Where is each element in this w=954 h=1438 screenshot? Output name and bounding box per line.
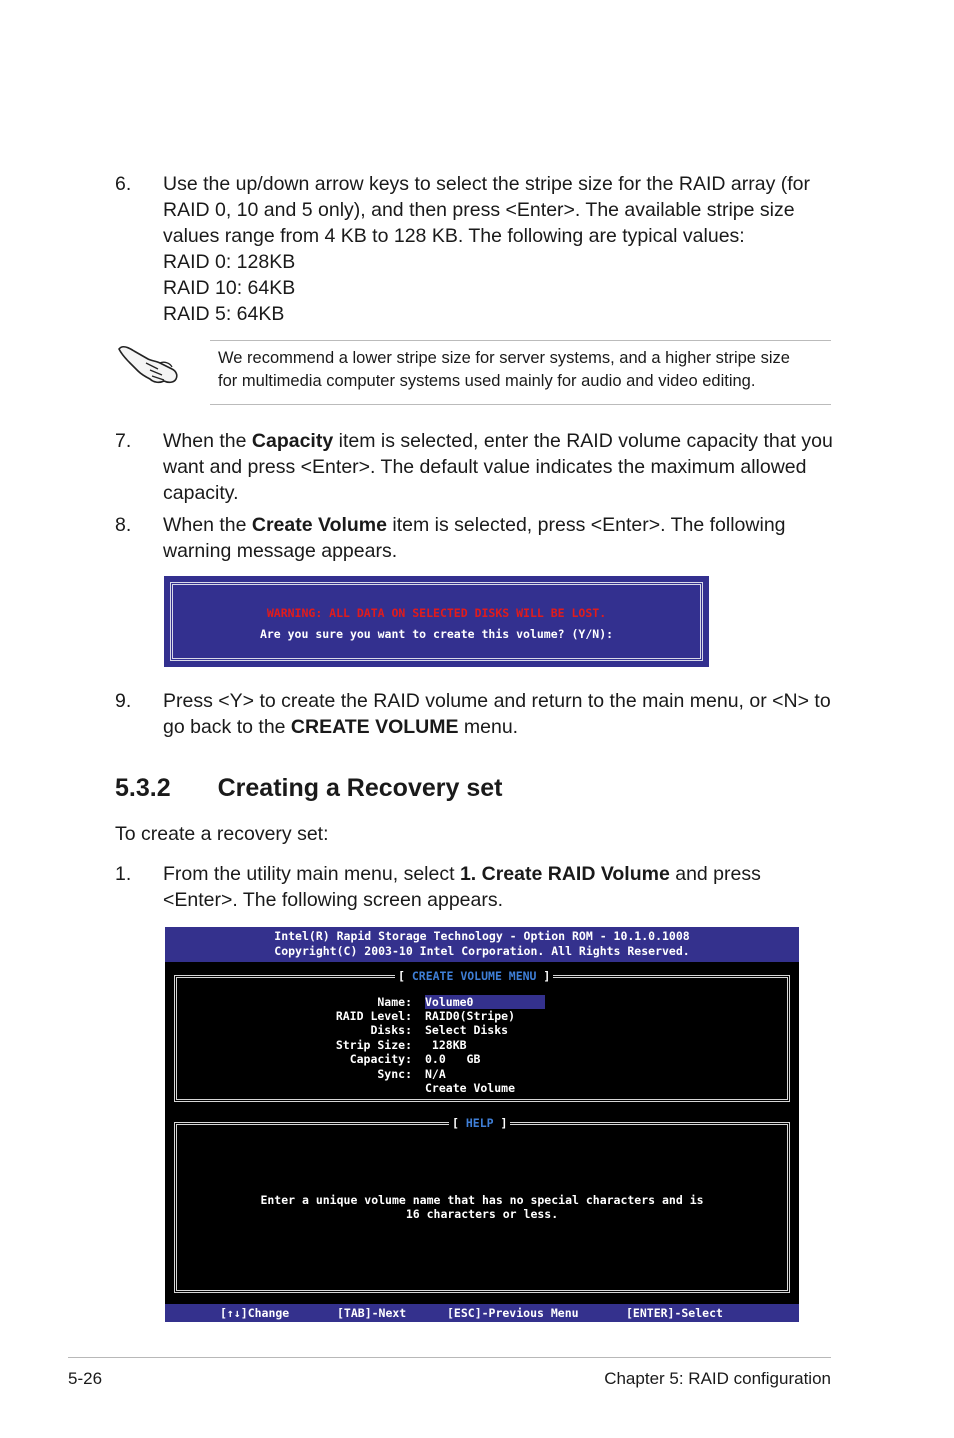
step1-post: and press [669, 863, 761, 885]
note-text [218, 347, 828, 393]
footer-previous-menu: [ESC]-Previous Menu [447, 1306, 579, 1320]
help-title: [ HELP ] [449, 1116, 510, 1130]
bios-header [165, 927, 799, 962]
note-line1: We recommend a lower stripe size for server systems, and a higher stripe size [218, 349, 790, 367]
step-number: 9. [115, 690, 132, 712]
step9-text [163, 688, 843, 740]
step8-text [163, 512, 843, 564]
help-panel [174, 1116, 790, 1293]
step1-text [163, 861, 843, 913]
name-label: Name: [377, 995, 412, 1009]
section-number: 5.3.2 [115, 774, 171, 802]
sync-value[interactable]: N/A [425, 1067, 446, 1081]
step1-pre: From the utility main menu, select [163, 863, 460, 885]
step8-bold: Create Volume [251, 514, 387, 536]
page-number: 5-26 [68, 1369, 103, 1388]
create-volume-title-text: CREATE VOLUME MENU [411, 969, 537, 983]
step9-line2 [163, 714, 843, 740]
section-title: Creating a Recovery set [217, 774, 503, 802]
step6-text [163, 171, 843, 327]
name-field[interactable] [425, 995, 545, 1009]
step9-post: menu. [458, 716, 519, 738]
step1-line1 [163, 861, 843, 887]
footer-next: [TAB]-Next [337, 1306, 407, 1320]
warning-frame [170, 582, 703, 661]
step9-line1: Press <Y> to create the RAID volume and return to the main menu, or <N> to [163, 690, 831, 712]
disks-value[interactable]: Select Disks [425, 1023, 509, 1037]
raid-level-label: RAID Level: [335, 1009, 412, 1023]
step9-bold: CREATE VOLUME [290, 716, 459, 738]
footer-divider [68, 1357, 831, 1358]
bios-header-copyright: Copyright(C) 2003-10 Intel Corporation. All Rights Reserved. [274, 943, 690, 958]
raid0-value: RAID 0: 128KB [163, 251, 296, 273]
help-line2: 16 characters or less. [405, 1207, 559, 1221]
help-title-text: HELP [465, 1116, 494, 1130]
raid5-value: RAID 5: 64KB [163, 303, 285, 325]
step-number: 6. [115, 173, 132, 195]
sync-label: Sync: [377, 1067, 412, 1081]
hand-pointing-icon [116, 339, 180, 387]
step-number: 8. [115, 514, 132, 536]
step7-pre: When the [163, 430, 252, 452]
raid-level-value[interactable]: RAID0(Stripe) [425, 1009, 516, 1023]
step8-pre: When the [163, 514, 252, 536]
name-value[interactable]: Volume0 [425, 995, 545, 1009]
strip-size-label: Strip Size: [335, 1038, 412, 1052]
step1-bold: 1. Create RAID Volume [459, 863, 670, 885]
step9-pre: go back to the [163, 716, 291, 738]
step7-line1 [163, 428, 843, 454]
warning-screen [164, 576, 709, 667]
create-volume-panel [174, 969, 790, 1102]
step7-line2: want and press <Enter>. The default value indicates the maximum allowed [163, 456, 807, 478]
help-line1: Enter a unique volume name that has no special characters and is [260, 1193, 704, 1207]
step-number: 1. [115, 863, 132, 885]
intro-text: To create a recovery set: [115, 823, 329, 845]
step8-line1 [163, 512, 843, 538]
section-heading [115, 774, 502, 803]
step7-text [163, 428, 843, 506]
footer-change: [↑↓]Change [220, 1306, 290, 1320]
step8-post: item is selected, press <Enter>. The following [387, 514, 786, 536]
bios-screen [165, 927, 799, 1322]
create-volume-title: [ CREATE VOLUME MENU ] [395, 969, 553, 983]
step-number: 7. [115, 430, 132, 452]
note-line2: for multimedia computer systems used mainly for audio and video editing. [218, 372, 756, 390]
step7-line3: capacity. [163, 482, 239, 504]
note-box [210, 340, 831, 405]
disks-label: Disks: [370, 1023, 412, 1037]
create-volume-option[interactable]: Create Volume [425, 1081, 516, 1095]
capacity-value[interactable]: 0.0 GB [425, 1052, 481, 1066]
bios-footer [165, 1304, 799, 1322]
capacity-label: Capacity: [349, 1052, 412, 1066]
confirm-prompt: Are you sure you want to create this volume? (Y/N): [259, 627, 614, 641]
step6-line2: RAID 0, 10 and 5 only), and then press <Enter>. The available stripe size [163, 199, 795, 221]
step6-line3: values range from 4 KB to 128 KB. The following are typical values: [163, 225, 745, 247]
warning-message: WARNING: ALL DATA ON SELECTED DISKS WILL BE LOST. [266, 606, 607, 620]
footer-select: [ENTER]-Select [626, 1306, 723, 1320]
chapter-title: Chapter 5: RAID configuration [604, 1369, 831, 1388]
strip-size-value[interactable]: 128KB [425, 1038, 467, 1052]
raid10-value: RAID 10: 64KB [163, 277, 296, 299]
step7-post: item is selected, enter the RAID volume capacity that you [333, 430, 833, 452]
step8-line2: warning message appears. [163, 540, 398, 562]
bios-header-title: Intel(R) Rapid Storage Technology - Option ROM - 10.1.0.1008 [274, 929, 690, 943]
step6-line1: Use the up/down arrow keys to select the stripe size for the RAID array (for [163, 173, 811, 195]
step7-bold: Capacity [251, 430, 334, 452]
step1-line2: <Enter>. The following screen appears. [163, 889, 504, 911]
